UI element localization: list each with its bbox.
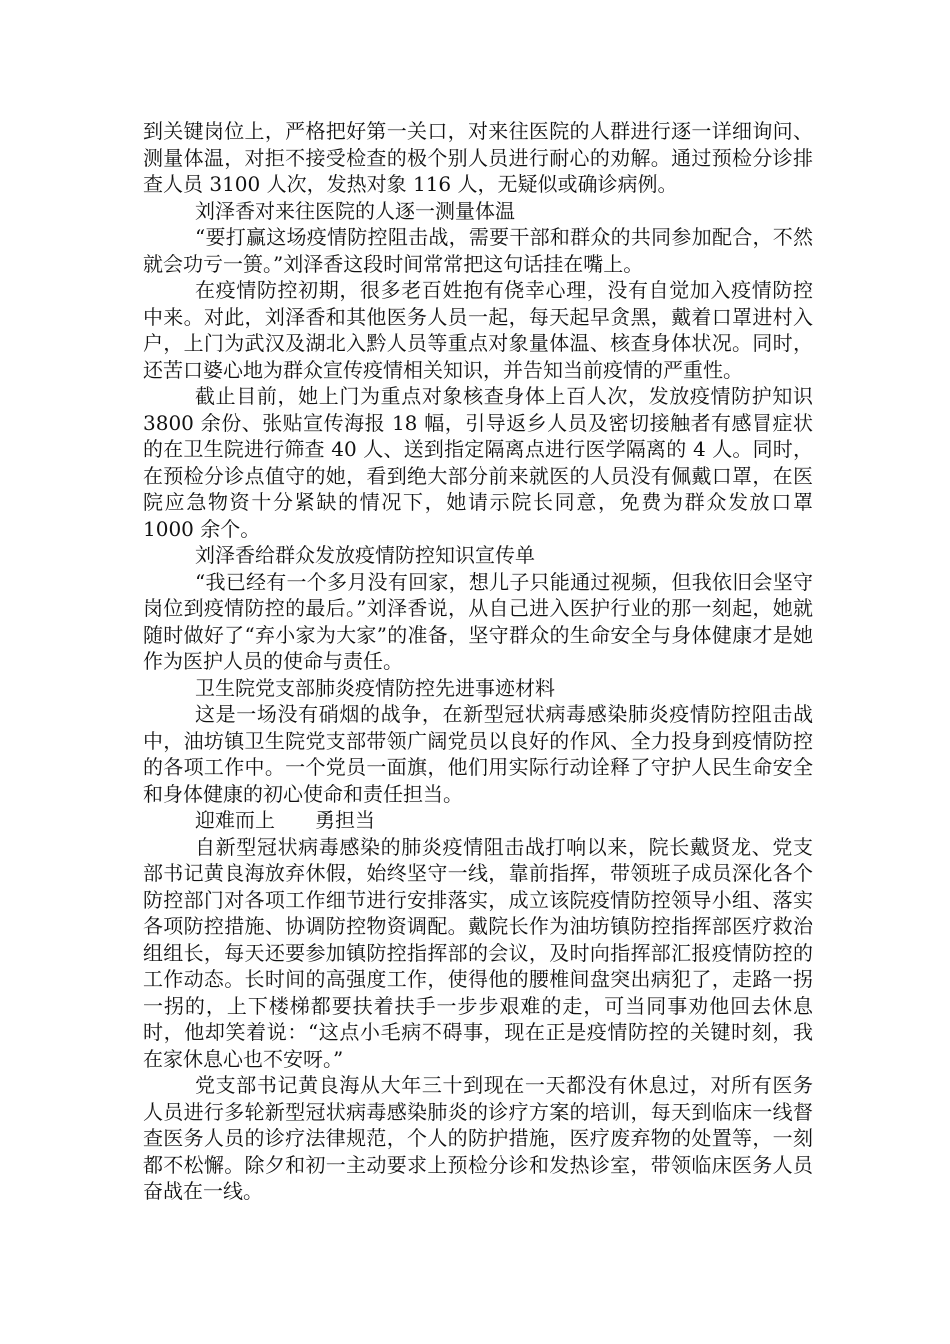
- paragraph: “要打赢这场疫情防控阻击战，需要干部和群众的共同参加配合，不然就会功亏一篑。”刘泽香这段时间常常把这句话挂在嘴上。: [143, 225, 813, 276]
- document-body: [143, 118, 813, 1205]
- paragraph: “我已经有一个多月没有回家，想儿子只能通过视频，但我依旧会坚守岗位到疫情防控的最后。”刘泽香说，从自己进入医护行业的那一刻起，她就随时做好了“弃小家为大家”的准备，坚守群众的生命安全与身体健康才是她作为医护人员的使命与责任。: [143, 569, 813, 673]
- section-title: 卫生院党支部肺炎疫情防控先进事迹材料: [195, 675, 555, 700]
- paragraph-continued: 到关键岗位上，严格把好第一关口，对来往医院的人群进行逐一详细询问、测量体温，对拒不接受检查的极个别人员进行耐心的劝解。通过预检分诊排查人员 3100 人次，发热对象 116 人，无疑似或确诊病例。: [143, 119, 813, 196]
- paragraph: 这是一场没有硝烟的战争，在新型冠状病毒感染肺炎疫情防控阻击战中，油坊镇卫生院党支部带领广阔党员以良好的作风、全力投身到疫情防控的各项工作中。一个党员一面旗，他们用实际行动诠释了守护人民生命安全和身体健康的初心使命和责任担当。: [143, 702, 813, 806]
- photo-caption: 刘泽香给群众发放疫情防控知识宣传单: [195, 543, 535, 567]
- paragraph: 自新型冠状病毒感染的肺炎疫情阻击战打响以来，院长戴贤龙、党支部书记黄良海放弃休假，始终坚守一线，靠前指挥，带领班子成员深化各个防控部门对各项工作细节进行安排落实，成立该院疫情防控领导小组、落实各项防控措施、协调防控物资调配。戴院长作为油坊镇防控指挥部医疗救治组组长，每天还要参加镇防控指挥部的会议，及时向指挥部汇报疫情防控的工作动态。长时间的高强度工作，使得他的腰椎间盘突出病犯了，走路一拐一拐的，上下楼梯都要扶着扶手一步步艰难的走，可当同事劝他回去休息时，他却笑着说：“这点小毛病不碍事，现在正是疫情防控的关键时刻，我在家休息心也不安呀。”: [143, 834, 813, 1071]
- photo-caption: 刘泽香对来往医院的人逐一测量体温: [195, 198, 515, 223]
- paragraph: 在疫情防控初期，很多老百姓抱有侥幸心理，没有自觉加入疫情防控中来。对此，刘泽香和其他医务人员一起，每天起早贪黑，戴着口罩进村入户，上门为武汉及湖北入黔人员等重点对象量体温、核查身体状况。同时，还苦口婆心地为群众宣传疫情相关知识，并告知当前疫情的严重性。: [143, 278, 813, 382]
- section-heading: 迎难而上 勇担当: [195, 808, 375, 832]
- paragraph: 党支部书记黄良海从大年三十到现在一天都没有休息过，对所有医务人员进行多轮新型冠状病毒感染肺炎的诊疗方案的培训，每天到临床一线督查医务人员的诊疗法律规范，个人的防护措施，医疗废弃物的处置等，一刻都不松懈。除夕和初一主动要求上预检分诊和发热诊室，带领临床医务人员奋战在一线。: [143, 1073, 813, 1203]
- paragraph: 截止目前，她上门为重点对象核查身体上百人次，发放疫情防护知识 3800 余份、张贴宣传海报 18 幅，引导返乡人员及密切接触者有感冒症状的在卫生院进行筛查 40 人、送到指定隔离点进行医学隔离的 4 人。同时，在预检分诊点值守的她，看到绝大部分前来就医的人员没有佩戴口罩，在医院应急物资十分紧缺的情况下，她请示院长同意，免费为群众发放口罩 1000 余个。: [143, 384, 813, 541]
